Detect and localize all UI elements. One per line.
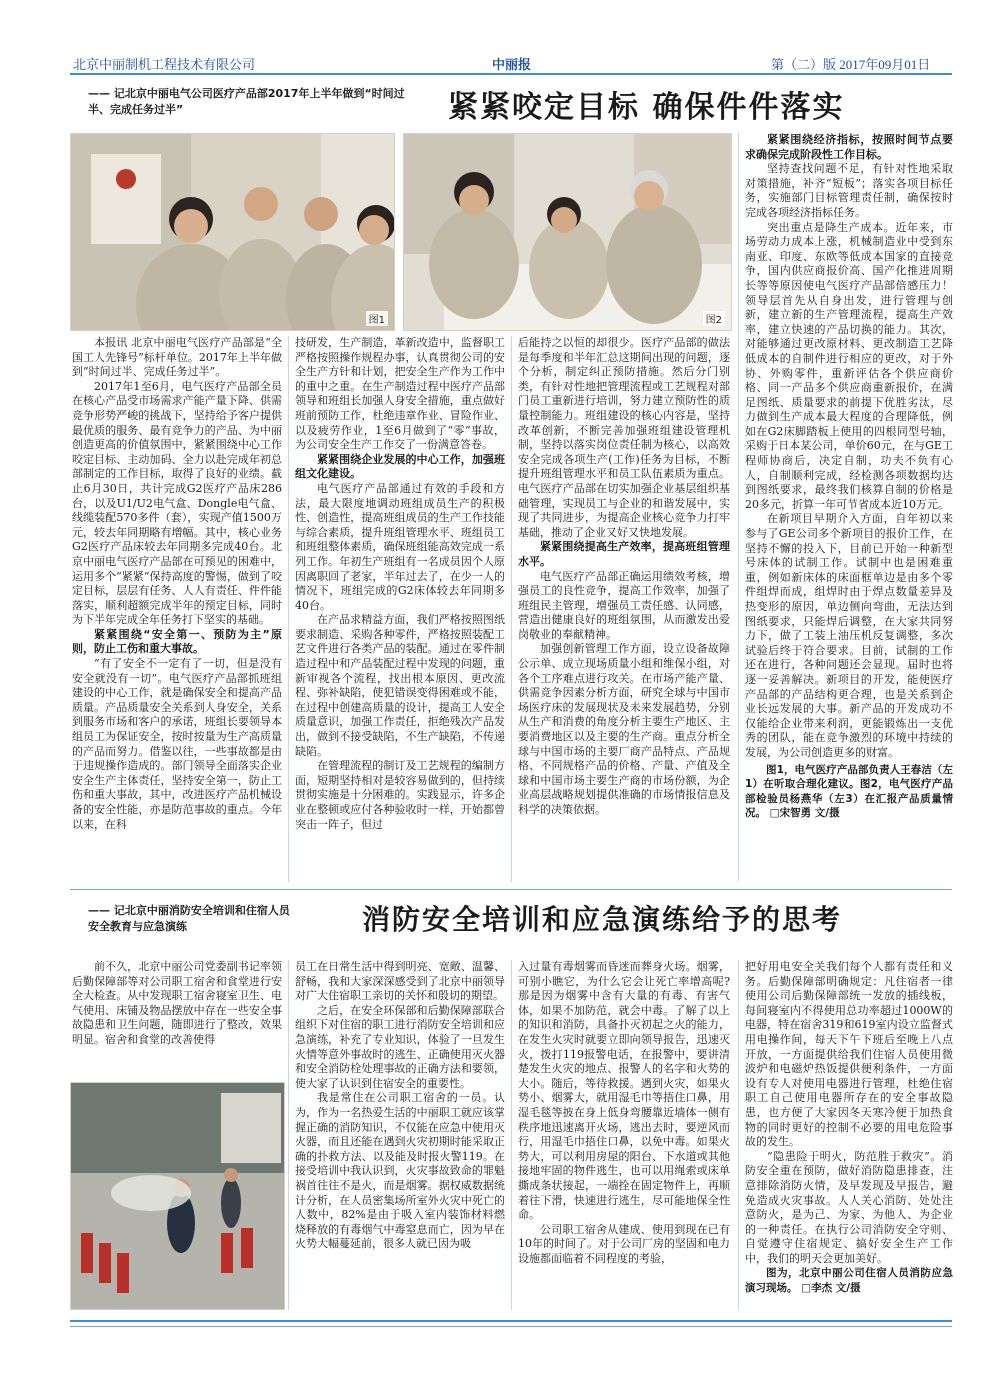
column-divider: [738, 960, 739, 1310]
article1-column-2: [295, 336, 505, 882]
article2-column-3: [518, 960, 730, 1310]
column-divider: [288, 336, 289, 882]
paragraph: 我是常住在公司职工宿舍的一员。认为，作为一名热爱生活的中丽职工就应该掌握正确的消防知识，不仅能在应急中使用灭火器，而且还能在遇到火灾初期时能采取正确的扑救方法、以及能及时报火警119。在接受培训中我认识到，火灾事故致命的罪魁祸首往往不是火，而是烟雾。据权威数据统计分析，在人员密集场所室外火灾中死亡的人数中，82%是由于吸入室内装饰材料燃烧释放的有毒烟气中毒窒息而亡，因为早在火势大幅蔓延前，很多人就已因为吸: [295, 1091, 505, 1251]
article2-headline: 消防安全培训和应急演练给予的思考: [362, 903, 843, 936]
paragraph: 在管理流程的制订及工艺规程的编制方面，短期坚持相对是较容易做到的，但持续贯彻实施是十分困难的。实践显示，许多企业在整顿或应付各种验收时一样，开始都曾突击一阵子，但过: [295, 759, 505, 831]
issue-date: 第（二）版 2017年09月01日: [771, 57, 931, 72]
paragraph: 加强创新管理工作方面，设立设备故障公示单、成立现场质量小组和维保小组，对各个工序难点进行攻关。在市场产能产量、供需竞争因素分析方面，研究全球与中国市场医疗床的发展现状及未来发展趋势，分别从生产和消费的角度分析主要生产地区、主要消费地区以及主要的生产商。重点分析全球与中国市场的主要厂商产品特点、产品规格、不同规格产品的价格、产量、产值及全球和中国市场主要生产商的市场份额，为企业高层战略规划提供准确的市场情报信息及科学的决策依据。: [518, 642, 730, 816]
photo-3-scene: [71, 1083, 284, 1309]
footer-rule-thin: [70, 1326, 952, 1327]
photo-1-tag: 图1: [366, 311, 388, 326]
photo-2-scene: [404, 134, 731, 330]
article2-column-4: [745, 960, 953, 1310]
paragraph: 把好用电安全关我们每个人都有责任和义务。后勤保障部明确规定：凡住宿者一律使用公司后勤保障部统一发放的插线板，每间寝室内不得使用总功率超过1000W的电器，特在宿舍319和619室内设立监督式用电操作间，每天下午下班后至晚上八点开放，一方面提供给我们住宿人员使用微波炉和电磁炉热饭提供便利条件，一方面设有专人对使用电器进行管理，杜绝住宿职工自己使用电器所存在的安全事故隐患，也方便了大家因冬天寒冷便于加热食物的同时更好的控制不必要的用电危险事故的发生。: [745, 960, 953, 1149]
article2-subtitle: —— 记北京中丽消防安全培训和住宿人员安全教育与应急演练: [88, 904, 290, 933]
photo-3: [70, 1082, 285, 1310]
paper-name: 中丽报: [492, 58, 532, 73]
paragraph: 本报讯 北京中丽电气医疗产品部是“全国工人先锋号”标杆单位。2017年上半年做到“时间过半、完成任务过半”。: [72, 336, 282, 379]
photo-2-tag: 图2: [703, 311, 725, 326]
paragraph: “有了安全不一定有了一切，但是没有安全就没有一切”。电气医疗产品部抓班组建设的中心工作，就是确保安全和提高产品质量。产品质量安全关系到人身安全，关系到服务市场和客户的承诺，班组长要领导本组员工为保证安全，按时按量为生产高质量的产品而努力。借鉴以往，一些事故都是由于违规操作造成的。部门领导全面落实企业安全生产主体责任，坚持安全第一，防止工伤和重大事故，其中，改进医疗产品机械设备的安全性能，亦是防范事故的重点。今年以来，在科: [72, 657, 282, 831]
column-divider: [738, 133, 739, 881]
paragraph: 公司职工宿舍从建成、使用到现在已有10年的时间了。对于公司厂房的坚固和电力设施都面临着不同程度的考验，: [518, 1222, 730, 1265]
paragraph: 突出重点是降生产成本。近年来，市场劳动力成本上涨，机械制造业中受到东南亚、印度、东欧等低成本国家的直接竞争，国内供应商报价高、国产化推进周期长等等原因使电气医疗产品部倍感压力！领导层首先从自身出发，进行管理与创新，建立新的生产管理流程，提高生产效率，建立快速的产品切换的能力。其次，对能够通过更改原材料、更改制造工艺降低成本的自制件进行相应的更改，对于外协、外购零件，重新评估各个供应商价格、同一产品多个供应商重新报价，在满足图纸、质量要求的前提下优胜劣汰，尽力做到生产成本最大程度的合理降低，例如在G2床脚踏板上使用的四根同型号轴，采购于日本某公司，单价60元，在与GE工程师协商后，决定自制，功夫不负有心人，自制顺利完成，经检测各项数据均达到图纸要求，最终我们核算自制的价格是20多元，折算一年可节省成本近10万元。: [745, 220, 953, 511]
paragraph: 技研发，生产制造，革新改造中，监督职工严格按照操作规程办事，认真贯彻公司的安全生产方针和计划，把安全生产作为工作中的重中之重。在生产制造过程中医疗产品部领导和班组长加强人身安全措施，重点做好班前预防工作，杜绝违章作业、冒险作业、以及疲劳作业，1至6月做到了“零”事故，为公司安全生产工作交了一份满意答卷。: [295, 336, 505, 452]
paragraph: “隐患险于明火，防范胜于救灾”。消防安全重在预防，做好消防隐患排查，注意排除消防火情，及早发现及早报告，避免造成火灾事故。人人关心消防、处处注意防火，是为己、为家、为他人、为企业的一种责任。在执行公司消防安全守则、自觉遵守住宿规定、搞好安全生产工作中，我们的明天会更加美好。: [745, 1149, 953, 1265]
paragraph: 入过量有毒烟雾而昏迷而葬身火场。烟雾，可别小瞧它，为什么它会让死亡率增高呢?那是因为烟雾中含有大量的有毒、有害气体，如果不加防范，就会中毒。了解了以上的知识和消防，具备扑灭初起之火的能力，在发生火灾时就要立即向领导报告，迅速灭火，拨打119报警电话，在报警中，要讲清楚发生火灾的地点、报警人的名字和火势的大小。随后，等待救援。遇到火灾，如果火势小、烟雾大，就用湿毛巾等捂住口鼻，用湿毛毯等披在身上低身弯腰靠近墙体一侧有秩序地迅速离开火场，逃出去时，要逆风而行，用湿毛巾捂住口鼻，以免中毒。如果火势大，可以利用房屋的阳台、下水道或其他接地牢固的物件逃生，也可以用绳索或床单撕成条状接起，一端拴在固定物件上，再顺着往下滑，快速进行逃生，尽可能地保全性命。: [518, 960, 730, 1222]
article2-column-2: [295, 960, 505, 1310]
paragraph: 后能持之以恒的却很少。医疗产品部的做法是每季度和半年汇总这期间出现的问题，逐个分析，制定纠正预防措施。然后分门别类，有针对性地把管理流程或工艺规程对部门员工重新进行培训，努力建立预防性的质量控制能力。班组建设的核心内容是，坚持改革创新，不断完善加强班组建设管理机制，坚持以落实岗位责任制为核心，以高效安全完成各项生产(工作)任务为目标，不断提升班组管理水平和员工队伍素质为重点。电气医疗产品部在切实加强企业基层组织基础管理，实现员工与企业的和谐发展中，实现了共同进步，为提高企业核心竞争力打牢基础，推动了企业又好又快地发展。: [518, 336, 730, 539]
column-divider: [511, 960, 512, 1310]
paragraph: 坚持查找问题不足，有针对性地采取对策措施，补齐“短板”；落实各项目标任务，实施部门目标管理责任制，确保按时完成各项经济指标任务。: [745, 162, 953, 219]
paragraph: 员工在日常生活中得到明亮、宽敞、温馨、舒畅，我和大家深深感受到了北京中丽领导对广大住宿职工亲切的关怀和殷切的期望。: [295, 960, 505, 1003]
section-heading: 紧紧围绕“安全第一、预防为主”原则，防止工伤和重大事故。: [72, 627, 282, 656]
paragraph: 之后，在安全环保部和后勤保障部联合组织下对住宿的职工进行消防安全培训和应急演练，补充了专业知识，体验了一旦发生火情等意外事故时的逃生、正确使用灭火器和安全消防栓处理事故的正确方法和要领，使大家了认识到住宿安全的重要性。: [295, 1003, 505, 1090]
paragraph: 在新项目早期介入方面，自年初以来参与了GE公司多个新项目的报价工作，在坚持不懈的投入下，目前已开始一种新型号床体的试制工作。试制中也是困难重重，例如新床体的床面框单边是由多个零件组焊而成，组焊时由于焊点数量差异及热变形的原因，单边侧向弯曲，无法达到图纸要求，只能焊后调整，在大家共同努力下，做了工装上油压机反复调整，多次试验后终于符合要求。目前，试制的工作还在进行，各种问题还会显现。届时也将逐一妥善解决。新项目的开发，能使医疗产品部的产品结构更合理，也是关系到企业长远发展的大事。新产品的开发成功不仅能给企业带来利润，更能锻炼出一支优秀的团队，能在竞争激烈的环境中持续的发展，为公司创造更多的财富。: [745, 512, 953, 759]
section-heading: 紧紧围绕经济指标，按照时间节点要求确保完成阶段性工作目标。: [745, 133, 953, 161]
photo-1-scene: [71, 134, 394, 330]
article1-headline: 紧紧咬定目标 确保件件落实: [448, 90, 845, 125]
section-heading: 紧紧围绕企业发展的中心工作，加强班组文化建设。: [295, 452, 505, 481]
article1-column-3: [518, 336, 730, 882]
column-divider: [288, 960, 289, 1310]
paragraph: 2017年1至6月，电气医疗产品部全员在核心产品受市场需求产能产量下降、供需竞争形势严峻的挑战下，坚持给予客户提供最优质的服务、最有竞争力的产品、为中丽创造更高的价值氛围中，紧紧围绕中心工作咬定目标、主动加码、全力以赴完成年初总部制定的工作目标，取得了良好的业绩。截止6月30日，共计完成G2医疗产品床286台，以及U1/U2电气盒、Dongle电气盒、线缆装配570多件（套），实现产值1500万元，较去年同期略有增幅。其中，核心业务G2医疗产品床较去年同期多完成40台。北京中丽电气医疗产品部在可预见的困难中，运用多个“紧紧”保持高度的警惕，做到了咬定目标，层层有任务、人人有责任、件件能落实，顺利超额完成半年的预定目标，同时为下半年完成全年任务打下坚实的基础。: [72, 379, 282, 627]
paragraph: 电气医疗产品部通过有效的手段和方法，最大限度地调动班组成员生产的积极性、创造性，提高班组成员的生产工作技能与综合素质，提升班组管理水平、班组员工和班组整体素质，确保班组能高效完成一系列工作。年初生产班组有一名成员因个人原因离职回了老家，半年过去了，在少一人的情况下，班组完成的G2床体较去年同期多40台。: [295, 481, 505, 612]
company-name: 北京中丽制机工程技术有限公司: [73, 57, 256, 72]
photo-caption: 图1，电气医疗产品部负责人王春洁（左1）在听取合理化建议。图2，电气医疗产品部检验员杨燕华（左3）在汇报产品质量情况。 □宋智勇 文/摄: [745, 763, 953, 820]
paragraph: 前不久，北京中丽公司党委副书记率领后勤保障部等对公司职工宿舍和食堂进行安全大检查。从中发现职工宿舍寝室卫生、电气使用、床铺及物品摆放中存在一些安全事故隐患和卫生问题，随即进行了整改，效果明显。宿舍和食堂的改善使得: [72, 960, 282, 1046]
column-divider: [511, 336, 512, 882]
paragraph: 在产品求精益方面，我们严格按照图纸要求制造、采购各种零件，严格按照装配工艺文件进行各类产品的装配。通过在零件制造过程中和产品装配过程中发现的问题，重新审视各个流程，找出根本原因、更改流程、弥补缺陷，使犯错误变得困难或不能，在过程中创建高质量的设计，提高工人安全质量意识，加强工作责任，拒绝残次产品发出，做到不接受缺陷，不生产缺陷，不传递缺陷。: [295, 613, 505, 758]
footer-rule: [70, 1320, 952, 1322]
photo-2: [403, 133, 732, 331]
photo-1: [70, 133, 395, 331]
article-separator: [70, 889, 952, 890]
paragraph: 电气医疗产品部正确运用绩效考核，增强员工的良性竞争，提高工作效率，加强了班组民主管理，增强员工责任感、认同感，营造出健康良好的班组氛围，从而激发出爱岗敬业的奉献精神。: [518, 569, 730, 641]
section-heading: 紧紧围绕提高生产效率，提高班组管理水平。: [518, 540, 730, 568]
article1-column-1: [72, 336, 282, 882]
article1-column-right: [745, 133, 953, 875]
article2-column-1: [72, 960, 282, 1072]
header-rule: [70, 73, 952, 75]
photo-caption: 图为，北京中丽公司住宿人员消防应急演习现场。 □李杰 文/摄: [745, 1267, 953, 1295]
article1-subtitle: —— 记北京中丽电气公司医疗产品部2017年上半年做到“时间过半、完成任务过半”: [88, 87, 405, 116]
